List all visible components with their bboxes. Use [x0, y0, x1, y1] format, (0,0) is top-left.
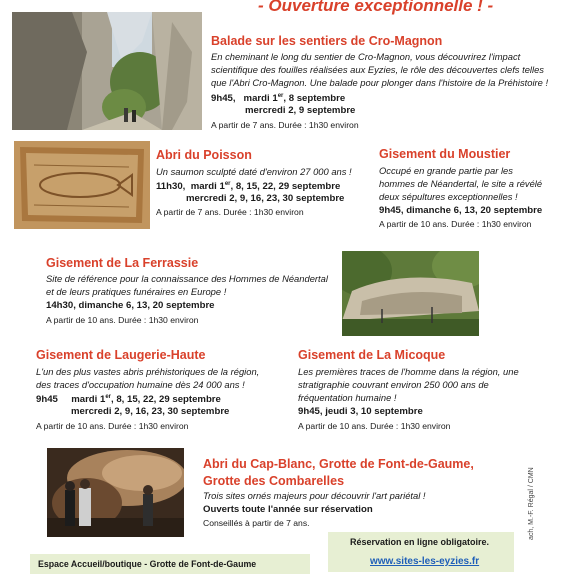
micoque-description — [298, 365, 519, 404]
poisson-schedule-1: 11h30, mardi 1er, 8, 15, 22, 29 septembre — [156, 181, 341, 193]
capblanc-description: Trois sites ornés majeurs pour découvrir l'art pariétal ! — [203, 490, 426, 501]
desc-line: stratigraphie couvrant environ 250 000 ans de — [298, 379, 489, 390]
cro-magnon-schedule-2: mercredi 2, 9 septembre — [245, 105, 356, 116]
desc-line: que l'Abri Cro-Magnon. Une balade pour plonger dans l'histoire de la Préhistoire ! — [211, 77, 549, 88]
poisson-description: Un saumon sculpté daté d'environ 27 000 ans ! — [156, 166, 352, 177]
laugerie-note: A partir de 10 ans. Durée : 1h30 environ — [36, 421, 189, 431]
desc-line: fréquentation humaine ! — [298, 392, 397, 403]
cave-visit-photo — [47, 448, 184, 537]
desc-line: et de leurs pratiques funéraires en Europe ! — [46, 286, 227, 297]
capblanc-open: Ouverts toute l'année sur réservation — [203, 504, 373, 515]
laugerie-schedule-2: mercredi 2, 9, 16, 23, 30 septembre — [71, 406, 230, 417]
ferrassie-schedule: 14h30, dimanche 6, 13, 20 septembre — [46, 300, 215, 311]
micoque-title: Gisement de La Micoque — [298, 348, 446, 362]
boutique-box — [30, 554, 310, 574]
cro-magnon-title: Balade sur les sentiers de Cro-Magnon — [211, 34, 443, 48]
moustier-note: A partir de 10 ans. Durée : 1h30 environ — [379, 219, 532, 229]
desc-line: deux sépultures exceptionnelles ! — [379, 191, 518, 202]
reservation-label: Réservation en ligne obligatoire. — [350, 537, 490, 547]
desc-line: En cheminant le long du sentier de Cro-Magnon, vous découvrirez l'impact — [211, 51, 521, 62]
moustier-title: Gisement du Moustier — [379, 147, 511, 161]
desc-line: Les premières traces de l'homme dans la région, une — [298, 366, 519, 377]
laugerie-description — [36, 365, 259, 391]
desc-line: Site de référence pour la connaissance des Hommes de Néandertal — [46, 273, 328, 284]
ferrassie-photo — [342, 251, 479, 336]
capblanc-note: Conseillés à partir de 7 ans. — [203, 518, 310, 528]
ferrassie-title: Gisement de La Ferrassie — [46, 256, 199, 270]
desc-line: des traces d'occupation humaine dès 24 000 ans ! — [36, 379, 245, 390]
poisson-title: Abri du Poisson — [156, 148, 252, 162]
desc-line: hommes de Néandertal, le site a révélé — [379, 178, 543, 189]
moustier-schedule: 9h45, dimanche 6, 13, 20 septembre — [379, 205, 543, 216]
reservation-box — [328, 532, 514, 572]
desc-line: Occupé en grande partie par les — [379, 165, 513, 176]
boutique-label: Espace Accueil/boutique - Grotte de Font-de-Gaume — [38, 559, 257, 569]
moustier-description — [379, 164, 559, 203]
page-title: - Ouverture exceptionnelle ! - — [258, 0, 494, 15]
poisson-note: A partir de 7 ans. Durée : 1h30 environ — [156, 207, 304, 217]
laugerie-title: Gisement de Laugerie-Haute — [36, 348, 206, 362]
ferrassie-description — [46, 272, 328, 298]
desc-line: L'un des plus vastes abris préhistoriques de la région, — [36, 366, 260, 377]
desc-line: scientifique des fouilles réalisées aux Eyzies, le rôle des découvertes clefs telles — [211, 64, 544, 75]
capblanc-title-1: Abri du Cap-Blanc, Grotte de Font-de-Gaume, — [203, 457, 474, 471]
poisson-schedule-2: mercredi 2, 9, 16, 23, 30 septembre — [186, 193, 345, 204]
laugerie-schedule-1: 9h45 mardi 1er, 8, 15, 22, 29 septembre — [36, 394, 221, 406]
capblanc-title-2: Grotte des Combarelles — [203, 474, 345, 488]
poisson-photo — [14, 141, 150, 229]
cro-magnon-description — [211, 50, 561, 89]
micoque-schedule: 9h45, jeudi 3, 10 septembre — [298, 406, 423, 417]
micoque-note: A partir de 10 ans. Durée : 1h30 environ — [298, 421, 451, 431]
photo-credit: ach, M.-F. Régal / CMN — [528, 467, 535, 540]
cro-magnon-photo — [12, 12, 202, 130]
cro-magnon-note: A partir de 7 ans. Durée : 1h30 environ — [211, 120, 359, 130]
cro-magnon-schedule-1: 9h45, mardi 1er, 8 septembre — [211, 93, 346, 105]
website-link[interactable]: www.sites-les-eyzies.fr — [370, 556, 480, 567]
ferrassie-note: A partir de 10 ans. Durée : 1h30 environ — [46, 315, 199, 325]
